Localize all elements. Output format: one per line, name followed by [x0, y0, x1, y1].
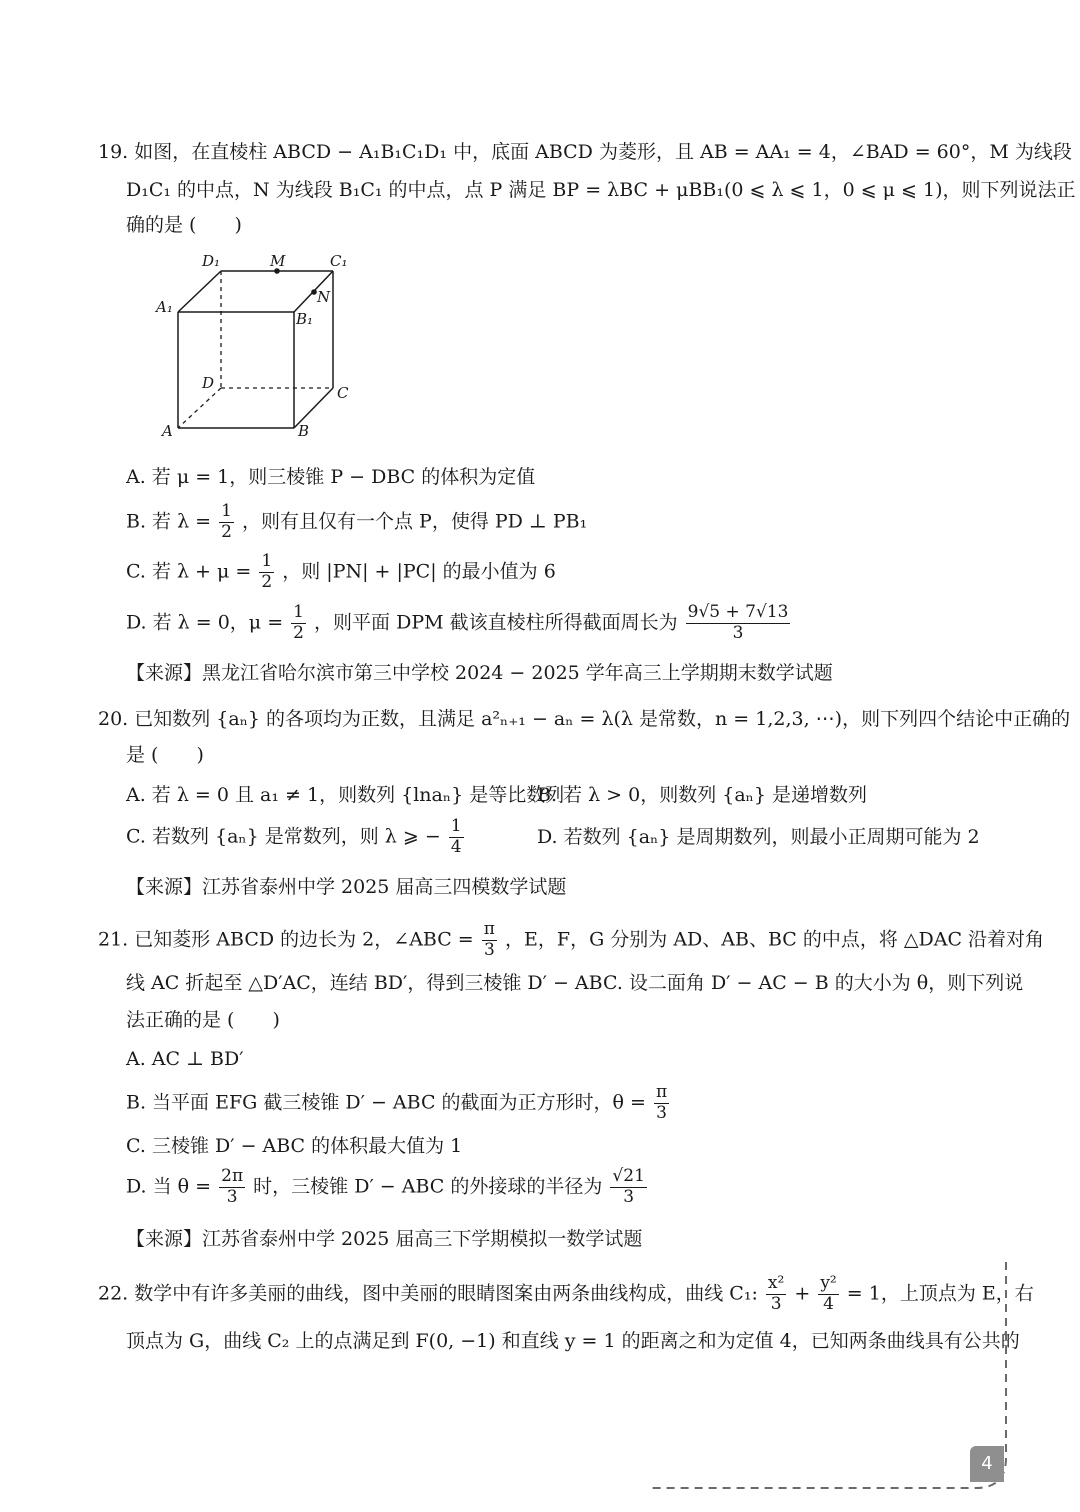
fraction-half: $\frac{1}{2}$ — [261, 551, 273, 592]
q19-option-a: A. 若 μ = 1，则三棱锥 P − DBC 的体积为定值 — [126, 466, 536, 488]
q19-option-c: C. 若 λ + μ = $\frac{1}{2}$ ，则 |PN| + |PC| 的最小值为 6 — [126, 551, 556, 592]
q19-option-b: B. 若 λ = $\frac{1}{2}$ ，则有且仅有一个点 P，使得 PD ⊥ PB₁ — [126, 501, 588, 542]
q19-line3: 确的是 ( ) — [126, 214, 242, 236]
q19-source: 【来源】黑龙江省哈尔滨市第三中学校 2024 − 2025 学年高三上学期期末数学试题 — [126, 662, 833, 684]
q20-line2: 是 ( ) — [126, 744, 204, 766]
fraction-x-squared: $\frac{\text{x²}}{3}$ — [767, 1273, 785, 1314]
q21-line3: 法正确的是 ( ) — [126, 1009, 280, 1031]
q20-option-a: A. 若 λ = 0 且 a₁ ≠ 1，则数列 {lnaₙ} 是等比数列 — [126, 784, 565, 806]
label-a1: A₁ — [156, 298, 173, 316]
label-c: C — [337, 384, 349, 402]
q20-source: 【来源】江苏省泰州中学 2025 届高三四模数学试题 — [126, 876, 567, 898]
q21-option-a: A. AC ⊥ BD′ — [126, 1048, 244, 1070]
fraction-half: $\frac{1}{2}$ — [221, 501, 232, 542]
fraction-y-squared: $\frac{\text{y²}}{4}$ — [820, 1273, 837, 1314]
fraction-half: $\frac{1}{2}$ — [293, 602, 304, 643]
label-d1: D₁ — [202, 252, 221, 270]
fraction-pi-third: $\frac{\pi}{3}$ — [483, 919, 495, 960]
q21-option-b: B. 当平面 EFG 截三棱锥 D′ − ABC 的截面为正方形时，θ = $\frac{\pi}{3}$ — [126, 1082, 668, 1123]
label-b1: B₁ — [296, 310, 314, 328]
q21-line2: 线 AC 折起至 △D′AC，连结 BD′，得到三棱锥 D′ − ABC. 设二面角 D′ − AC − B 的大小为 θ，则下列说 — [126, 972, 1024, 994]
page-number: 4 — [970, 1446, 1004, 1482]
label-b: B — [298, 422, 310, 440]
label-c1: C₁ — [330, 252, 348, 270]
q19-line2: D₁C₁ 的中点，N 为线段 B₁C₁ 的中点，点 P 满足 BP = λBC + μBB₁(0 ⩽ λ ⩽ 1，0 ⩽ μ ⩽ 1)，则下列说法正 — [126, 179, 1076, 201]
label-d: D — [202, 374, 215, 392]
q22-line2: 顶点为 G，曲线 C₂ 上的点满足到 F(0, −1) 和直线 y = 1 的距离之和为定值 4，已知两条曲线具有公共的 — [126, 1330, 1020, 1352]
label-m: M — [270, 252, 286, 270]
q20-option-b: B. 若 λ > 0，则数列 {aₙ} 是递增数列 — [537, 784, 868, 806]
label-n: N — [317, 288, 331, 306]
prism-figure — [150, 250, 370, 445]
fraction-pi-third: $\frac{\pi}{3}$ — [656, 1082, 668, 1123]
q19-option-d: D. 若 λ = 0，μ = $\frac{1}{2}$ ，则平面 DPM 截该直棱柱所得截面周长为 $\frac{9√5 + 7√13}{3}$ — [126, 602, 789, 643]
label-a: A — [162, 422, 173, 440]
q22-line1: 22. 数学中有许多美丽的曲线，图中美丽的眼睛图案由两条曲线构成，曲线 C₁: $\frac{\text{x²}}{3}$ + $\frac{\text{y²}}{4}$ = 1，上顶点为 E，右 — [98, 1273, 1034, 1314]
q20-line1: 20. 已知数列 {aₙ} 的各项均为正数，且满足 a²ₙ₊₁ − aₙ = λ(λ 是常数，n = 1,2,3, ⋯)，则下列四个结论中正确的 — [98, 708, 1071, 730]
fraction-perimeter: $\frac{9√5 + 7√13}{3}$ — [687, 602, 789, 643]
fraction-quarter: $\frac{1}{4}$ — [450, 816, 462, 857]
point-n — [311, 289, 317, 295]
q21-line1: 21. 已知菱形 ABCD 的边长为 2，∠ABC = $\frac{\pi}{3}$ ，E，F，G 分别为 AD、AB、BC 的中点，将 △DAC 沿着对角 — [98, 919, 1045, 960]
q21-source: 【来源】江苏省泰州中学 2025 届高三下学期模拟一数学试题 — [126, 1228, 643, 1250]
q20-option-d: D. 若数列 {aₙ} 是周期数列，则最小正周期可能为 2 — [537, 826, 980, 848]
fraction-radius: $\frac{√21}{3}$ — [612, 1166, 645, 1207]
q20-option-c: C. 若数列 {aₙ} 是常数列，则 λ ⩾ − $\frac{1}{4}$ — [126, 816, 462, 857]
fraction-two-pi-third: $\frac{2\pi}{3}$ — [221, 1166, 244, 1207]
page-corner-decoration — [640, 1260, 1020, 1500]
q21-option-c: C. 三棱锥 D′ − ABC 的体积最大值为 1 — [126, 1135, 463, 1157]
q21-option-d: D. 当 θ = $\frac{2\pi}{3}$ 时，三棱锥 D′ − ABC 的外接球的半径为 $\frac{√21}{3}$ — [126, 1166, 645, 1207]
q19-line1: 19. 如图，在直棱柱 ABCD − A₁B₁C₁D₁ 中，底面 ABCD 为菱形，且 AB = AA₁ = 4，∠BAD = 60°，M 为线段 — [98, 141, 1072, 163]
